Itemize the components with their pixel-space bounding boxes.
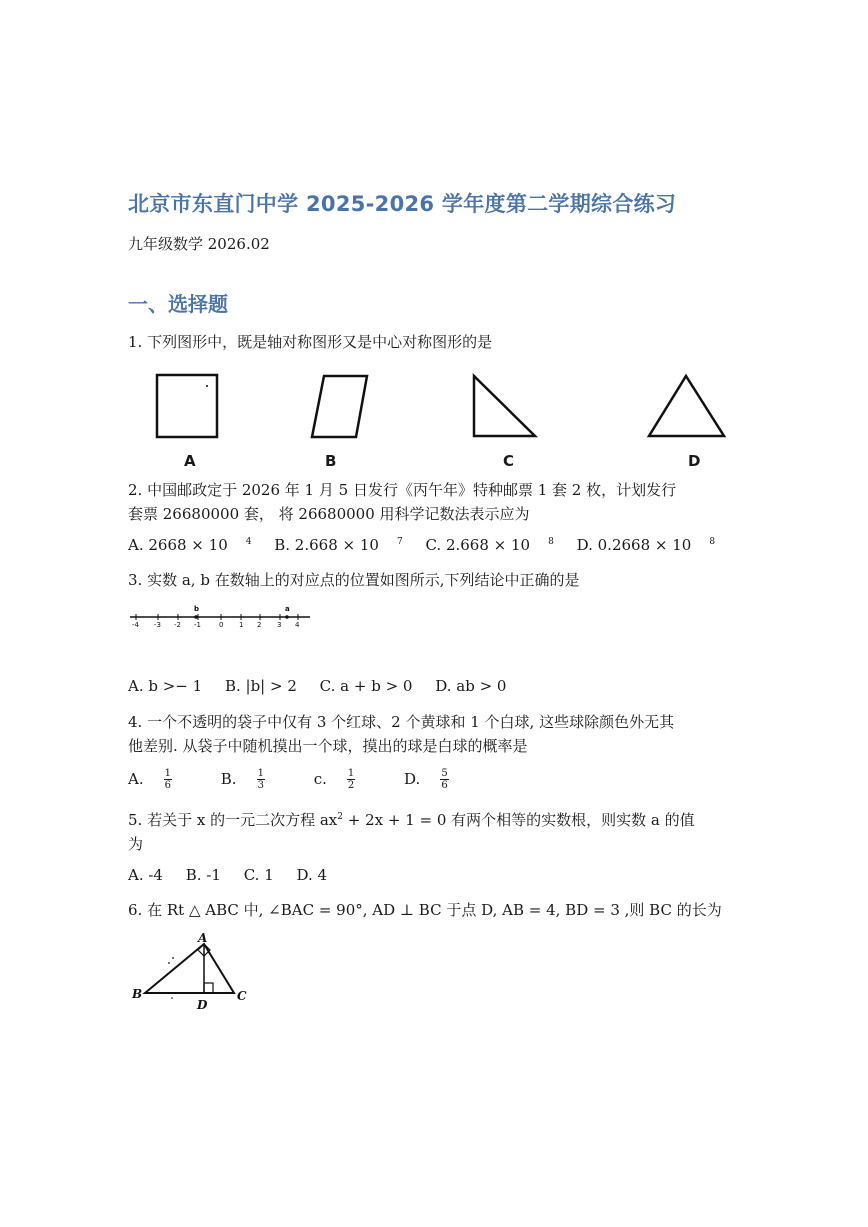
option-a[interactable]: A. b >− 1 bbox=[128, 677, 203, 695]
tick-label: 4 bbox=[295, 621, 300, 629]
figure-parallelogram bbox=[312, 376, 367, 437]
tick-label: 1 bbox=[239, 621, 244, 629]
figure-label-b: B bbox=[325, 452, 337, 470]
figure-square-dot bbox=[206, 385, 208, 387]
tick-label: -3 bbox=[154, 621, 161, 629]
question-5-line-2: 为 bbox=[128, 835, 144, 853]
label-d: D bbox=[197, 998, 208, 1012]
label-c: C bbox=[237, 989, 247, 1003]
tick-label: -4 bbox=[132, 621, 139, 629]
question-5-line-1: 5. 若关于 x 的一元二次方程 $ax^2 + 2x + 1 = 0$ 有两个相等的实数根，则实数 a 的值 bbox=[128, 811, 695, 829]
figure-label-d: D bbox=[688, 452, 701, 470]
number-line bbox=[128, 603, 318, 631]
tick-label: 2 bbox=[257, 621, 262, 629]
fraction: $\frac{1}{2}$ bbox=[347, 768, 355, 791]
question-2-options bbox=[128, 536, 733, 554]
question-1-text: 1. 下列图形中，既是轴对称图形又是中心对称图形的是 bbox=[128, 333, 493, 351]
label-a: A bbox=[198, 931, 208, 945]
point-b bbox=[194, 615, 198, 619]
question-5-options bbox=[128, 866, 345, 884]
option-c[interactable]: C. 2.668 × 10 $^8$ bbox=[425, 536, 554, 554]
point-b-label: b bbox=[194, 605, 200, 613]
option-c[interactable]: c. $\frac{1}{2}$ bbox=[314, 770, 392, 788]
option-b[interactable]: B. 2.668 × 10 $^7$ bbox=[274, 536, 403, 554]
option-c[interactable]: C. a + b > 0 bbox=[319, 677, 413, 695]
option-a[interactable]: A. 2668 × 10 $^4$ bbox=[128, 536, 252, 554]
question-1-figures bbox=[140, 368, 740, 448]
option-c[interactable]: C. 1 bbox=[243, 866, 274, 884]
right-angle-mark-d bbox=[204, 983, 213, 993]
point-a-label: a bbox=[285, 605, 290, 613]
tick-label: -1 bbox=[194, 621, 201, 629]
question-4-line-1: 4. 一个不透明的袋子中仅有 3 个红球、2 个黄球和 1 个白球, 这些球除颜色外无其 bbox=[128, 713, 675, 731]
option-d[interactable]: D. ab > 0 bbox=[435, 677, 507, 695]
option-a[interactable]: A. -4 bbox=[128, 866, 163, 884]
figure-square bbox=[157, 375, 217, 437]
option-b[interactable]: B. -1 bbox=[185, 866, 221, 884]
figure-label-a: A bbox=[184, 452, 196, 470]
section-title: 一、选择题 bbox=[128, 292, 228, 316]
question-3-text: 3. 实数 a, b 在数轴上的对应点的位置如图所示,下列结论中正确的是 bbox=[128, 571, 580, 589]
tick-label: -2 bbox=[174, 621, 181, 629]
label-b: B bbox=[132, 987, 143, 1001]
tick-label: 3 bbox=[277, 621, 282, 629]
document-subtitle: 九年级数学 2026.02 bbox=[128, 235, 270, 253]
question-2-line-1: 2. 中国邮政定于 2026 年 1 月 5 日发行《丙午年》特种邮票 1 套 2 枚，计划发行 bbox=[128, 481, 677, 499]
fraction: $\frac{1}{6}$ bbox=[164, 768, 171, 791]
figure-right-triangle bbox=[474, 376, 535, 436]
triangle-abc bbox=[145, 944, 234, 993]
question-4-options bbox=[128, 768, 493, 791]
tick-label: 0 bbox=[219, 621, 224, 629]
figure-equilateral-triangle bbox=[649, 376, 724, 436]
point-a bbox=[285, 615, 289, 619]
question-6-text: 6. 在 Rt △ ABC 中, ∠BAC = 90°, AD ⊥ BC 于点 D, AB = 4, BD = 3 ,则 BC 的长为 bbox=[128, 901, 722, 919]
option-b[interactable]: B. $\frac{1}{3}$ bbox=[221, 770, 301, 788]
option-d[interactable]: D. 0.2668 × 10 $^8$ bbox=[576, 536, 716, 554]
fraction: $\frac{1}{3}$ bbox=[257, 768, 264, 791]
question-4-line-2: 他差别. 从袋子中随机摸出一个球，摸出的球是白球的概率是 bbox=[128, 737, 528, 755]
fraction: $\frac{5}{6}$ bbox=[441, 768, 448, 791]
option-d[interactable]: D. 4 bbox=[296, 866, 328, 884]
figure-label-c: C bbox=[503, 452, 515, 470]
question-6-figure bbox=[128, 930, 258, 1015]
question-2-line-2: 套票 26680000 套， 将 26680000 用科学记数法表示应为 bbox=[128, 505, 530, 523]
option-a[interactable]: A. $\frac{1}{6}$ bbox=[128, 770, 208, 788]
document-title: 北京市东直门中学 2025-2026 学年度第二学期综合练习 bbox=[128, 192, 677, 216]
option-b[interactable]: B. |b| > 2 bbox=[224, 677, 297, 695]
question-3-options bbox=[128, 677, 524, 695]
option-d[interactable]: D. $\frac{5}{6}$ bbox=[404, 770, 485, 788]
